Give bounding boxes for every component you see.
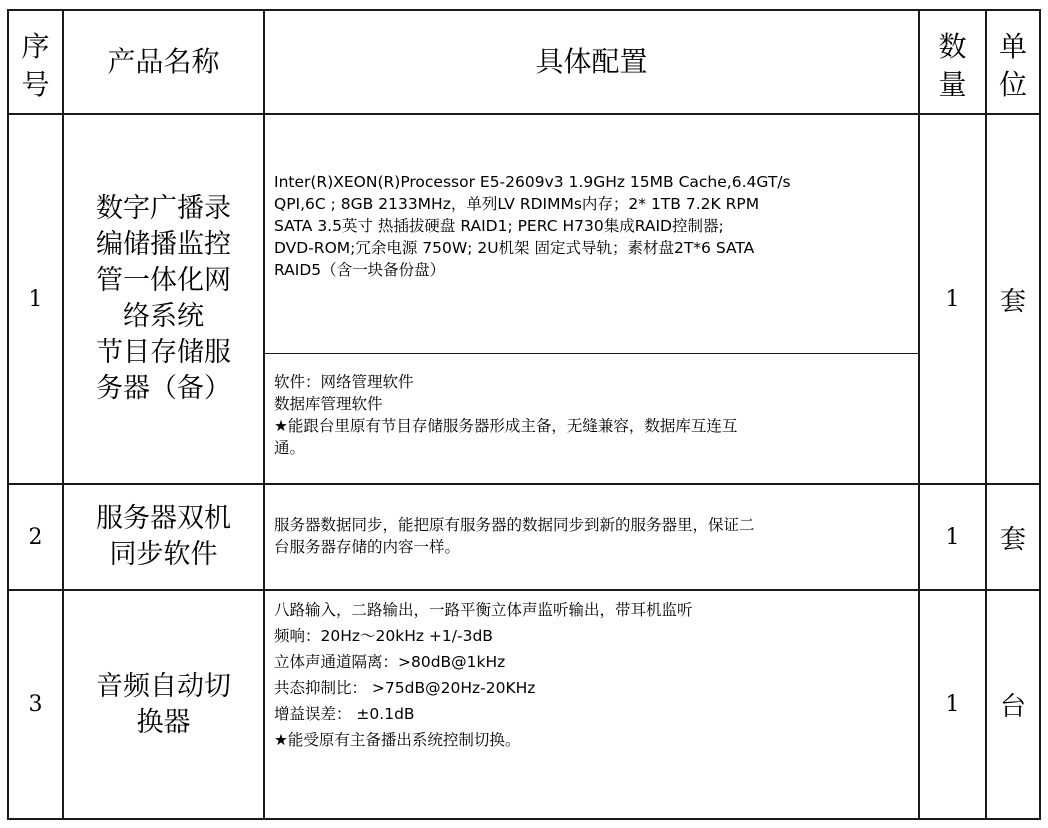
row2-seq xyxy=(9,485,62,589)
row1-qty xyxy=(920,115,985,483)
header-product-label: 产品名称 xyxy=(107,45,220,78)
row2-qty xyxy=(920,485,985,589)
row3-seq-value: 3 xyxy=(28,692,43,717)
row3-unit xyxy=(987,591,1039,818)
row2-config: 服务器数据同步，能把原有服务器的数据同步到新的服务器里，保证二 台服务器存储的内容一样。 xyxy=(274,516,755,556)
row1-product-name xyxy=(64,115,263,483)
row1-unit xyxy=(987,115,1039,483)
row1-seq xyxy=(9,115,62,483)
row2-unit-value: 套 xyxy=(999,524,1026,555)
row1-unit-value: 套 xyxy=(999,286,1026,317)
header-product xyxy=(64,11,263,113)
col-divider-name xyxy=(263,9,265,820)
row3-qty-value: 1 xyxy=(945,692,960,717)
row3-product-name-text: 音频自动切 换器 xyxy=(96,670,231,738)
header-unit xyxy=(987,11,1039,117)
row3-config: 八路输入，二路输出，一路平衡立体声监听输出，带耳机监听 频响：20Hz～20kHz +1/-3dB 立体声通道隔离：>80dB@1kHz 共态抑制比： >75dB@20Hz-20KHz 增益误差： ±0.1dB ★能受原有主备播出系统控制切换。 xyxy=(274,601,693,749)
row3-seq xyxy=(9,591,62,818)
row1-config-hardware: Inter(R)XEON(R)Processor E5-2609v3 1.9GHz 15MB Cache,6.4GT/s QPI,6C ; 8GB 2133MHz，单列LV RDIMMs内存；2* 1TB 7.2K RPM SATA 3.5英寸 热插拔硬盘 RAID1; PERC H730集成RAID控制器; DVD-ROM;冗余电源 750W; 2U机架 固定式导轨；素材盘2T*6 SATA RAID5（含一块备份盘） xyxy=(274,173,791,279)
row1-product-name-text: 数字广播录 编储播监控 管一体化网 络系统 节目存储服 务器（备） xyxy=(96,193,231,404)
header-qty xyxy=(920,11,985,117)
header-unit-label: 单位 xyxy=(999,30,1028,101)
header-config xyxy=(265,11,918,113)
table-border-right xyxy=(1039,9,1041,820)
header-seq xyxy=(9,11,62,117)
row1-internal-divider xyxy=(264,353,919,354)
row2-unit xyxy=(987,485,1039,589)
row3-qty xyxy=(920,591,985,818)
row2-qty-value: 1 xyxy=(945,524,960,550)
row2-seq-value: 2 xyxy=(28,524,43,550)
row1-qty-value: 1 xyxy=(945,286,960,312)
header-config-label: 具体配置 xyxy=(535,45,648,78)
row2-product-name xyxy=(64,485,263,589)
table-border-bottom xyxy=(7,818,1041,820)
row2-product-name-text: 服务器双机 同步软件 xyxy=(96,503,231,570)
row3-unit-value: 台 xyxy=(999,692,1026,722)
row1-config-software: 软件：网络管理软件 数据库管理软件 ★能跟台里原有节目存储服务器形成主备，无缝兼容，数据库互连互 通。 xyxy=(274,373,738,457)
row3-product-name xyxy=(64,591,263,818)
header-qty-label: 数量 xyxy=(938,30,967,101)
header-seq-label: 序号 xyxy=(21,30,50,101)
row1-seq-value: 1 xyxy=(28,286,43,312)
